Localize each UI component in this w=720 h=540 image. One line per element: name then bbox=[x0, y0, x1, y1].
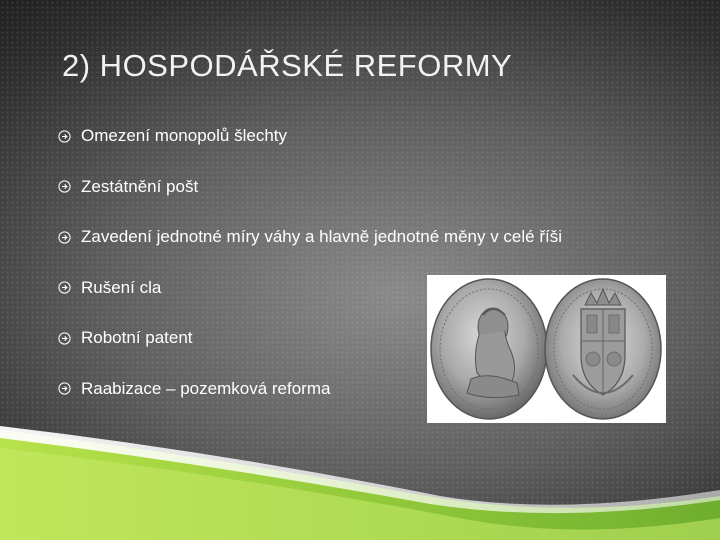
silver-coin-illustration bbox=[427, 275, 666, 423]
list-item bbox=[58, 225, 562, 249]
bullet-text: Rušení cla bbox=[81, 277, 162, 297]
circled-arrow-right-icon bbox=[58, 281, 71, 294]
slide-title: 2) HOSPODÁŘSKÉ REFORMY bbox=[62, 48, 513, 83]
bullet-text: Zavedení jednotné míry váhy a hlavně jednotné měny v celé říši bbox=[81, 227, 562, 246]
bullet-text: Raabizace – pozemková reforma bbox=[81, 378, 331, 398]
circled-arrow-right-icon bbox=[58, 382, 71, 395]
circled-arrow-right-icon bbox=[58, 231, 71, 244]
bullet-text: Omezení monopolů šlechty bbox=[81, 126, 287, 145]
bullet-text: Zestátnění pošt bbox=[81, 176, 199, 196]
circled-arrow-right-icon bbox=[58, 130, 71, 143]
circled-arrow-right-icon bbox=[58, 180, 71, 193]
list-item bbox=[58, 124, 562, 148]
list-item bbox=[58, 175, 562, 199]
coin-image bbox=[427, 275, 666, 423]
bullet-text: Robotní patent bbox=[81, 328, 193, 347]
circled-arrow-right-icon bbox=[58, 332, 71, 345]
